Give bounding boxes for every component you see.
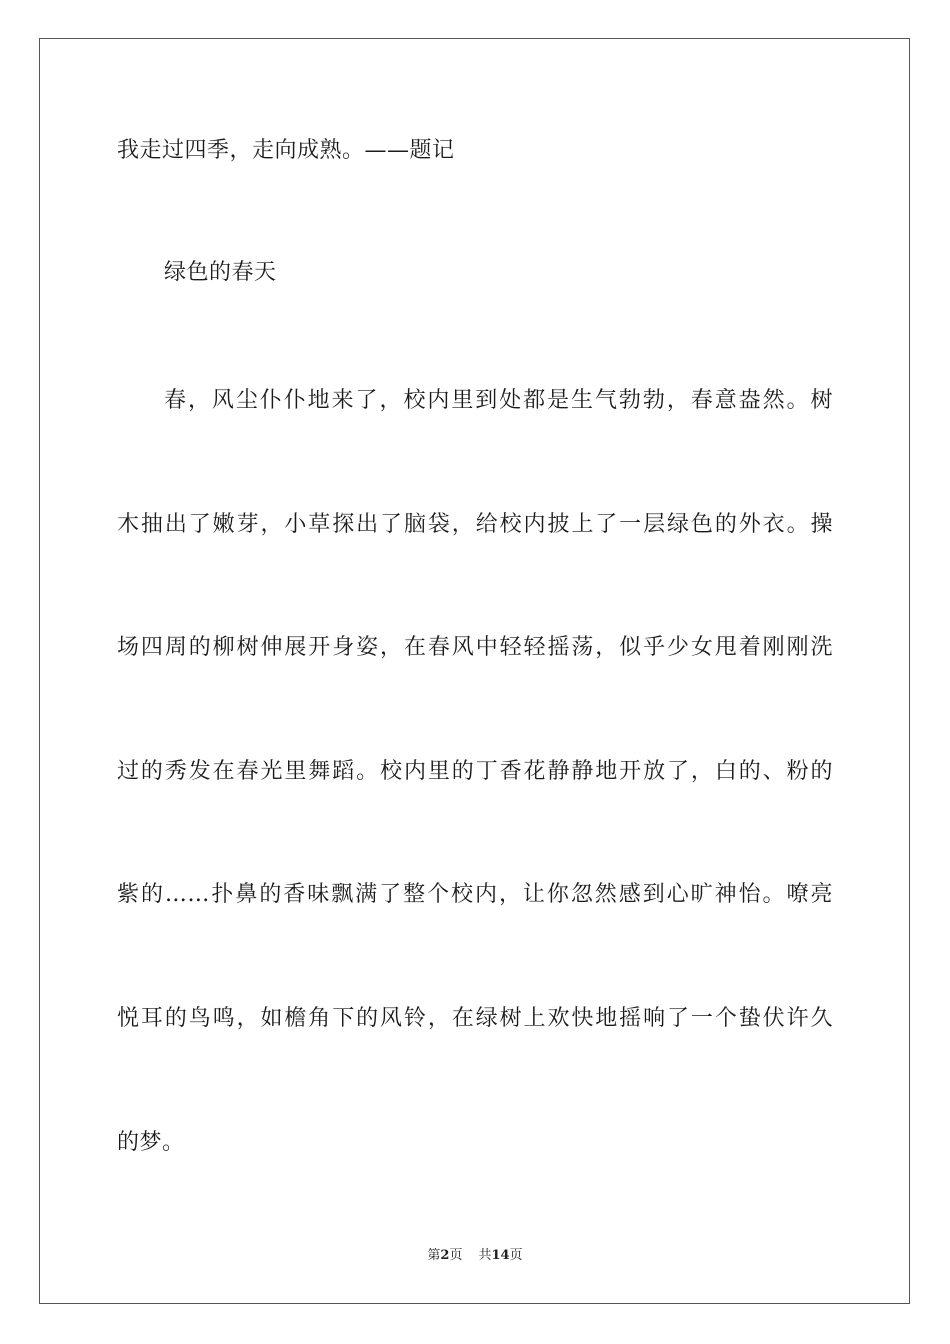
paragraph-line: 悦耳的鸟鸣，如檐角下的风铃，在绿树上欢快地摇响了一个蛰伏许久 — [117, 1006, 833, 1031]
paragraph-line: 场四周的柳树伸展开身姿，在春风中轻轻摇荡，似乎少女甩着刚刚洗 — [117, 635, 833, 660]
page-prefix: 第 — [427, 1248, 441, 1263]
total-suffix: 页 — [509, 1248, 523, 1263]
epigraph: 我走过四季，走向成熟。——题记 — [117, 138, 455, 163]
total-prefix: 共 — [478, 1248, 492, 1263]
total-pages: 14 — [491, 1248, 510, 1263]
paragraph-line: 木抽出了嫩芽，小草探出了脑袋，给校内披上了一层绿色的外衣。操 — [117, 512, 833, 537]
paragraph-line: 的梦。 — [117, 1130, 185, 1155]
page-number: 2 — [440, 1248, 450, 1263]
section-title: 绿色的春天 — [164, 260, 277, 285]
page-border — [39, 38, 910, 1304]
page-suffix: 页 — [449, 1248, 463, 1263]
paragraph-line: 紫的……扑鼻的香味飘满了整个校内，让你忽然感到心旷神怡。嘹亮 — [117, 882, 833, 907]
paragraph-line: 春，风尘仆仆地来了，校内里到处都是生气勃勃，春意盎然。树 — [164, 388, 833, 413]
page-footer — [0, 1247, 950, 1265]
paragraph-line: 过的秀发在春光里舞蹈。校内里的丁香花静静地开放了，白的、粉的 — [117, 759, 833, 784]
